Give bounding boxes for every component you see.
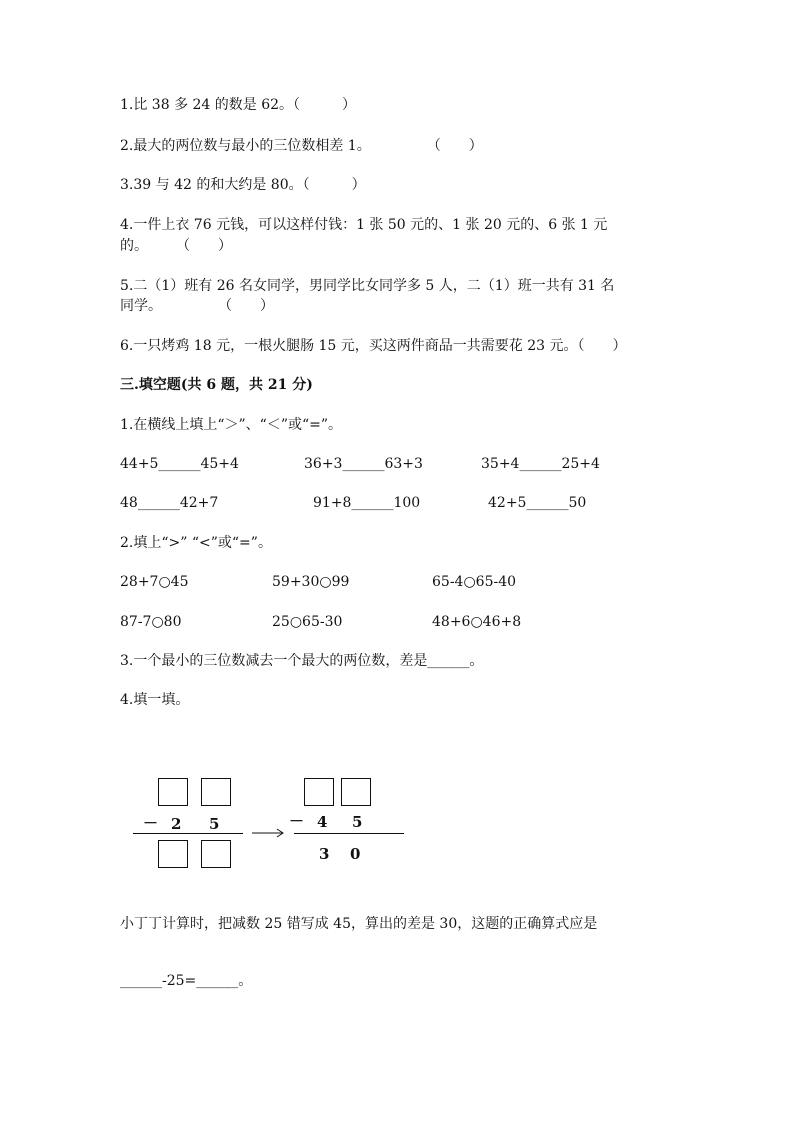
q1-row2-item3: 42+5______50 [488, 495, 587, 511]
judge-item-6: 6.一只烤鸡 18 元，一根火腿肠 15 元，买这两件商品一共需要花 23 元。（ ） [120, 338, 627, 354]
judge-item-5-line1: 5.二（1）班有 26 名女同学，男同学比女同学多 5 人，二（1）班一共有 31 名 [120, 278, 615, 294]
left-minus-sign: － [143, 814, 159, 832]
right-top-box-ones[interactable] [341, 778, 371, 806]
q2-row1-item2: 59+30○99 [272, 574, 350, 590]
judge-item-4-line1: 4.一件上衣 76 元钱，可以这样付钱：1 张 50 元的、1 张 20 元的、6 张 1 元 [120, 217, 608, 233]
q2-title: 2.填上“>” “<”或“=”。 [120, 535, 272, 551]
left-bottom-box-tens[interactable] [158, 840, 188, 868]
q4-text-line2: ______-25=______。 [120, 973, 253, 989]
q2-row2-item3: 48+6○46+8 [432, 614, 522, 630]
q2-row2-item1: 87-7○80 [120, 614, 182, 630]
right-top-box-tens[interactable] [304, 778, 334, 806]
left-digit-tens: 2 [171, 815, 182, 833]
q1-row2-item2: 91+8______100 [313, 495, 421, 511]
q1-row2-item1: 48______42+7 [120, 495, 219, 511]
q2-row1-item1: 28+7○45 [120, 574, 189, 590]
q4-title: 4.填一填。 [120, 692, 190, 708]
judge-item-5-line2: 同学。 （ ） [120, 298, 274, 314]
right-digit-ones: 5 [352, 813, 363, 831]
q1-title: 1.在横线上填上“＞”、“＜”或“=”。 [120, 417, 343, 433]
left-underline [133, 833, 243, 834]
q2-row2-item2: 25○65-30 [272, 614, 343, 630]
judge-item-1: 1.比 38 多 24 的数是 62。（ ） [120, 97, 357, 113]
judge-item-3: 3.39 与 42 的和大约是 80。（ ） [120, 177, 366, 193]
q1-row1-item2: 36+3______63+3 [304, 456, 423, 472]
result-digit-ones: 0 [350, 845, 361, 863]
q2-row1-item3: 65-4○65-40 [432, 574, 517, 590]
right-digit-tens: 4 [317, 813, 328, 831]
arrow-icon [252, 827, 286, 839]
judge-item-4-line2: 的。 （ ） [120, 238, 232, 254]
judge-item-2: 2.最大的两位数与最小的三位数相差 1。 （ ） [120, 138, 483, 154]
left-digit-ones: 5 [209, 815, 220, 833]
right-minus-sign: － [289, 812, 305, 830]
q1-row1-item3: 35+4______25+4 [481, 456, 600, 472]
q1-row1-item1: 44+5______45+4 [120, 456, 239, 472]
result-digit-tens: 3 [319, 845, 330, 863]
left-top-box-tens[interactable] [158, 778, 188, 806]
section-title: 三.填空题(共 6 题，共 21 分) [120, 377, 313, 393]
q4-text-line1: 小丁丁计算时，把减数 25 错写成 45，算出的差是 30，这题的正确算式应是 [120, 916, 598, 932]
q3-text: 3.一个最小的三位数减去一个最大的两位数，差是______。 [120, 653, 484, 669]
left-top-box-ones[interactable] [201, 778, 231, 806]
left-bottom-box-ones[interactable] [201, 840, 231, 868]
right-underline [294, 833, 404, 834]
